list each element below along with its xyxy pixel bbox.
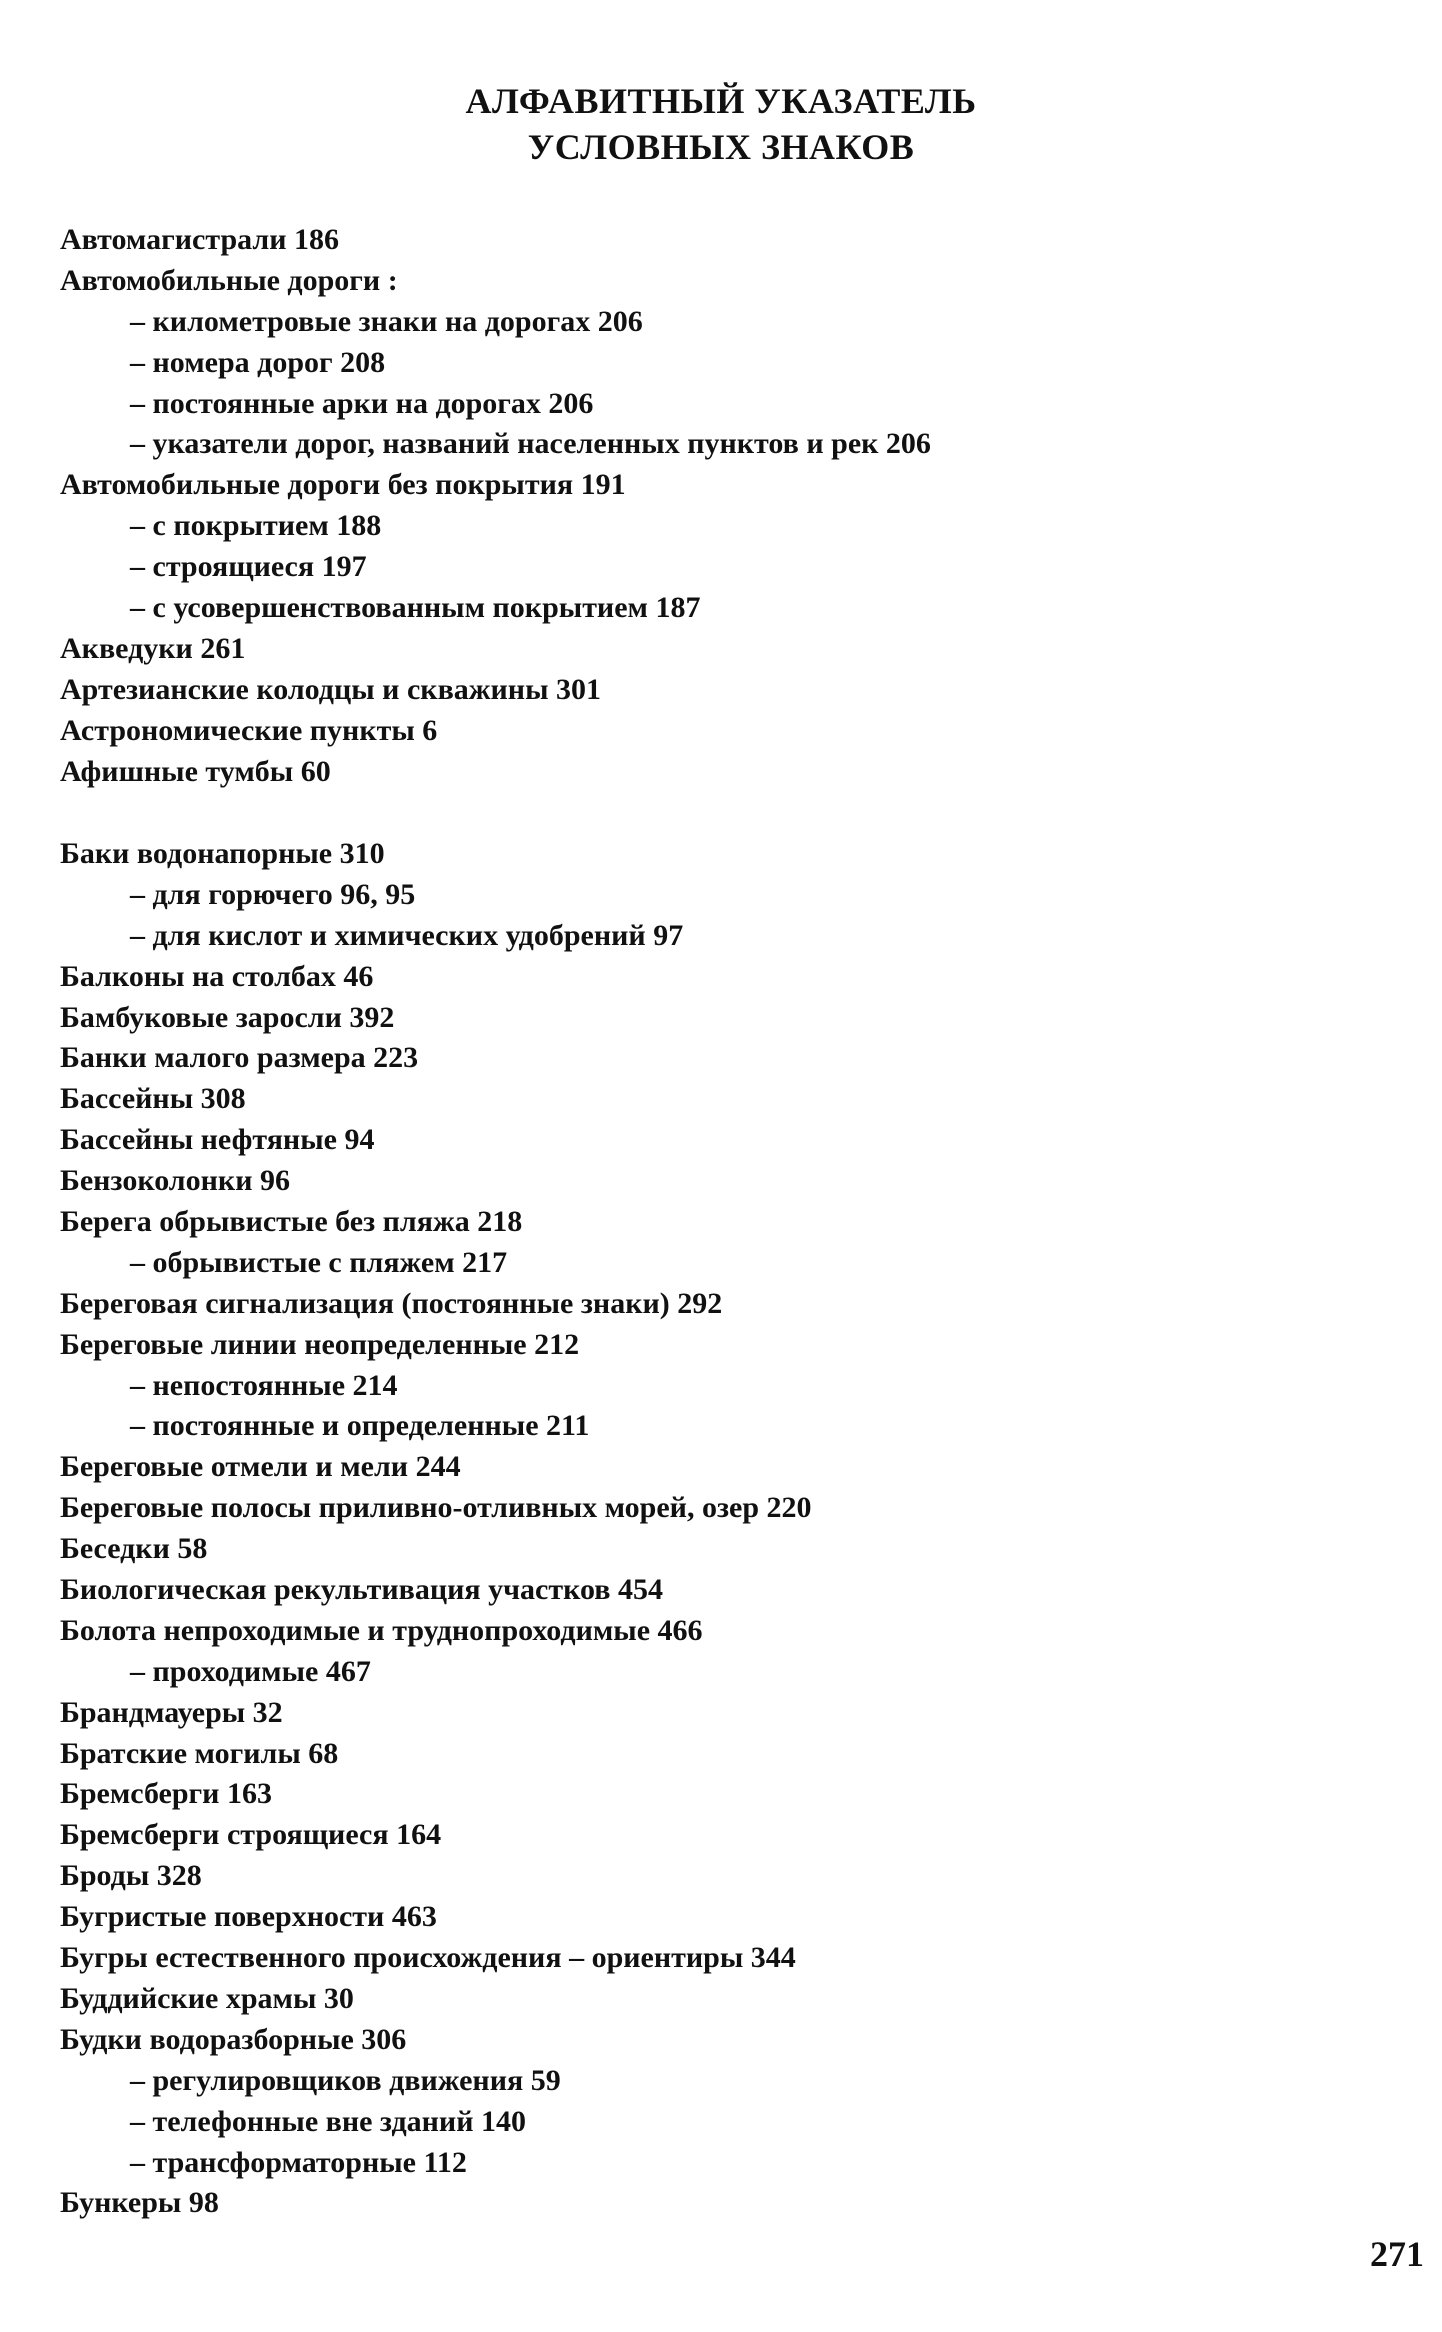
index-subentry: – постоянные арки на дорогах 206: [130, 386, 594, 420]
index-entry: Бремсберги строящиеся 164: [60, 1818, 442, 1852]
index-entry: Берега обрывистые без пляжа 218: [60, 1205, 523, 1239]
index-subentry: – указатели дорог, названий населенных пунктов и рек 206: [130, 427, 931, 461]
index-subentry: – с покрытием 188: [130, 509, 382, 543]
page-title: [0, 78, 1442, 170]
index-entry: Бугры естественного происхождения – ориентиры 344: [60, 1941, 796, 1975]
index-entry: Балконы на столбах 46: [60, 959, 374, 993]
index-subentry: – километровые знаки на дорогах 206: [130, 304, 643, 338]
index-subentry: – номера дорог 208: [130, 345, 386, 379]
index-entry: Автомобильные дороги :: [60, 263, 398, 297]
index-subentry: – постоянные и определенные 211: [130, 1409, 590, 1443]
index-entry: Банки малого размера 223: [60, 1041, 419, 1075]
index-subentry: – строящиеся 197: [130, 550, 367, 584]
index-entry: Беседки 58: [60, 1532, 208, 1566]
index-subentry: – обрывистые с пляжем 217: [130, 1245, 508, 1279]
index-entry: Буддийские храмы 30: [60, 1981, 354, 2015]
index-section-b: [60, 834, 1380, 2224]
index-entry: Береговые отмели и мели 244: [60, 1450, 461, 1484]
index-subentry: – непостоянные 214: [130, 1368, 398, 1402]
index-entry: Баки водонапорные 310: [60, 837, 385, 870]
index-entry: Бамбуковые заросли 392: [60, 1000, 395, 1034]
index-subentry: – телефонные вне зданий 140: [130, 2104, 526, 2138]
index-entry: Брандмауеры 32: [60, 1695, 283, 1729]
title-line-1: АЛФАВИТНЫЙ УКАЗАТЕЛЬ: [465, 81, 977, 121]
index-subentry: – проходимые 467: [130, 1654, 371, 1688]
index-entry: Автомагистрали 186: [60, 223, 340, 256]
index-entry: Бункеры 98: [60, 2186, 219, 2220]
index-entry: Бугристые поверхности 463: [60, 1900, 437, 1934]
index-subentry: – для кислот и химических удобрений 97: [130, 918, 684, 952]
page-number: 271: [1370, 2234, 1424, 2274]
index-entry: Будки водоразборные 306: [60, 2022, 407, 2056]
index-entry: Береговые полосы приливно-отливных морей, озер 220: [60, 1491, 812, 1525]
index-section-a: [60, 220, 1380, 792]
index-entry: Артезианские колодцы и скважины 301: [60, 672, 602, 706]
index-entry: Бассейны нефтяные 94: [60, 1123, 375, 1157]
index-entry: Броды 328: [60, 1859, 202, 1893]
title-line-2: УСЛОВНЫХ ЗНАКОВ: [527, 127, 915, 167]
index-subentry: – регулировщиков движения 59: [130, 2063, 561, 2097]
index-subentry: – с усовершенствованным покрытием 187: [130, 591, 701, 625]
index-entry: Акведуки 261: [60, 631, 246, 665]
index-entry: Береговые линии неопределенные 212: [60, 1327, 580, 1361]
index-entry: Братские могилы 68: [60, 1736, 339, 1770]
index-entry: Бензоколонки 96: [60, 1164, 290, 1198]
index-entry: Бремсберги 163: [60, 1777, 272, 1811]
index-entry: Автомобильные дороги без покрытия 191: [60, 468, 626, 502]
index-entry: Бассейны 308: [60, 1082, 246, 1116]
index-entry: Астрономические пункты 6: [60, 713, 438, 747]
index-entry: Береговая сигнализация (постоянные знаки) 292: [60, 1286, 723, 1320]
index-entry: Болота непроходимые и труднопроходимые 466: [60, 1613, 703, 1647]
index-subentry: – для горючего 96, 95: [130, 877, 416, 911]
index-subentry: – трансформаторные 112: [130, 2145, 467, 2179]
index-entry: Биологическая рекультивация участков 454: [60, 1573, 663, 1607]
index-entry: Афишные тумбы 60: [60, 754, 331, 788]
